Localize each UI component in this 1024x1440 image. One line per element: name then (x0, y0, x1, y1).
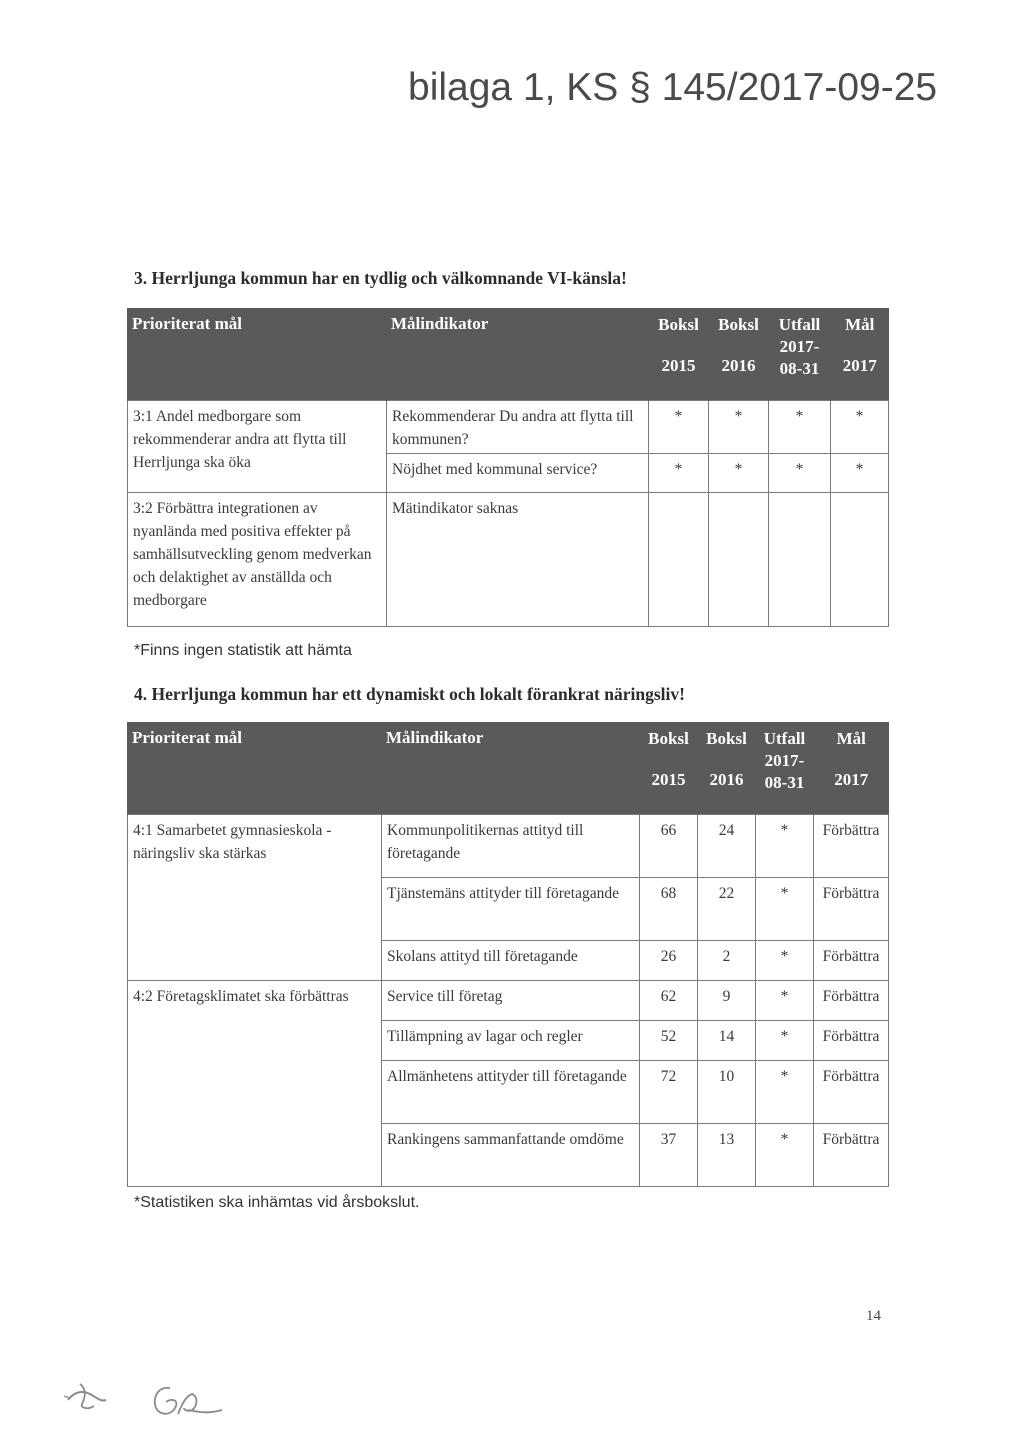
header-boksl-2016: Boksl 2016 (698, 722, 756, 814)
value-cell (649, 492, 709, 626)
indicator-cell: Allmänhetens attityder till företagande (382, 1060, 640, 1123)
value-cell: 68 (640, 877, 698, 940)
value-cell: Förbättra (814, 1020, 889, 1060)
value-cell (769, 492, 831, 626)
value-cell: * (756, 1060, 814, 1123)
goal-cell: 3:2 Förbättra integrationen av nyanlända med positiva effekter på samhällsutveckling genom medverkan och delaktighet av anställda och medborgare (128, 492, 387, 626)
table-row (128, 492, 889, 626)
value-cell: Förbättra (814, 980, 889, 1020)
indicator-cell: Rankingens sammanfattande omdöme (382, 1123, 640, 1186)
value-cell: * (649, 400, 709, 453)
table-row (128, 814, 889, 877)
value-cell: * (756, 1020, 814, 1060)
value-cell: * (649, 453, 709, 492)
header-boksl-2015: Boksl 2015 (640, 722, 698, 814)
table-row (128, 400, 889, 453)
value-cell (831, 492, 889, 626)
value-cell: 13 (698, 1123, 756, 1186)
section-3-footnote: *Finns ingen statistik att hämta (134, 642, 352, 659)
header-boksl-2015: Boksl 2015 (649, 308, 709, 400)
value-cell: * (756, 877, 814, 940)
goal-cell: 4:1 Samarbetet gymnasieskola - näringsliv ska stärkas (128, 814, 382, 877)
table-row (128, 940, 889, 980)
table-row (128, 980, 889, 1020)
document-stamp: bilaga 1, KS § 145/2017-09-25 (408, 66, 938, 109)
initials-signature-1 (60, 1378, 120, 1414)
goal-cell: 3:1 Andel medborgare som rekommenderar andra att flytta till Herrljunga ska öka (128, 400, 387, 492)
indicator-cell: Service till företag (382, 980, 640, 1020)
indicator-cell: Mätindikator saknas (387, 492, 649, 626)
initials-signature-2 (148, 1380, 228, 1424)
section-4-table (127, 722, 889, 1187)
value-cell: * (709, 453, 769, 492)
value-cell: 14 (698, 1020, 756, 1060)
table-row (128, 877, 889, 940)
section-3-heading: 3. Herrljunga kommun har en tydlig och välkomnande VI-känsla! (134, 268, 627, 288)
value-cell (709, 492, 769, 626)
header-indicator: Målindikator (387, 308, 649, 400)
section-4-heading: 4. Herrljunga kommun har ett dynamiskt och lokalt förankrat näringsliv! (134, 684, 685, 704)
header-utfall: Utfall 2017- 08-31 (756, 722, 814, 814)
goal-cell-continued (128, 940, 382, 980)
indicator-cell: Kommunpolitikernas attityd till företagande (382, 814, 640, 877)
goal-cell-continued (128, 877, 382, 940)
value-cell: * (769, 453, 831, 492)
value-cell: * (831, 400, 889, 453)
table-row (128, 1123, 889, 1186)
indicator-cell: Tjänstemäns attityder till företagande (382, 877, 640, 940)
value-cell: * (831, 453, 889, 492)
value-cell: * (756, 814, 814, 877)
indicator-cell: Rekommenderar Du andra att flytta till kommunen? (387, 400, 649, 453)
header-goal: Prioriterat mål (128, 722, 382, 814)
table-row (128, 1020, 889, 1060)
value-cell: 22 (698, 877, 756, 940)
value-cell: * (769, 400, 831, 453)
header-utfall: Utfall 2017- 08-31 (769, 308, 831, 400)
value-cell: Förbättra (814, 1123, 889, 1186)
page-number: 14 (866, 1308, 881, 1324)
header-boksl-2016: Boksl 2016 (709, 308, 769, 400)
value-cell: Förbättra (814, 814, 889, 877)
value-cell: Förbättra (814, 1060, 889, 1123)
value-cell: Förbättra (814, 940, 889, 980)
value-cell: 2 (698, 940, 756, 980)
value-cell: 10 (698, 1060, 756, 1123)
value-cell: * (756, 940, 814, 980)
section-4-footnote: *Statistiken ska inhämtas vid årsbokslut. (134, 1194, 420, 1211)
value-cell: 66 (640, 814, 698, 877)
header-indicator: Målindikator (382, 722, 640, 814)
indicator-cell: Nöjdhet med kommunal service? (387, 453, 649, 492)
value-cell: * (756, 980, 814, 1020)
value-cell: 9 (698, 980, 756, 1020)
value-cell: * (756, 1123, 814, 1186)
goal-cell-continued (128, 1123, 382, 1186)
header-goal: Prioriterat mål (128, 308, 387, 400)
header-mal: Mål 2017 (831, 308, 889, 400)
goal-cell: 4:2 Företagsklimatet ska förbättras (128, 980, 382, 1020)
value-cell: * (709, 400, 769, 453)
header-mal: Mål 2017 (814, 722, 889, 814)
value-cell: 72 (640, 1060, 698, 1123)
value-cell: 26 (640, 940, 698, 980)
value-cell: 62 (640, 980, 698, 1020)
section-3-table (127, 308, 889, 627)
value-cell: 37 (640, 1123, 698, 1186)
value-cell: Förbättra (814, 877, 889, 940)
goal-cell-continued (128, 1020, 382, 1060)
table-row (128, 1060, 889, 1123)
indicator-cell: Skolans attityd till företagande (382, 940, 640, 980)
value-cell: 24 (698, 814, 756, 877)
indicator-cell: Tillämpning av lagar och regler (382, 1020, 640, 1060)
value-cell: 52 (640, 1020, 698, 1060)
goal-cell-continued (128, 1060, 382, 1123)
